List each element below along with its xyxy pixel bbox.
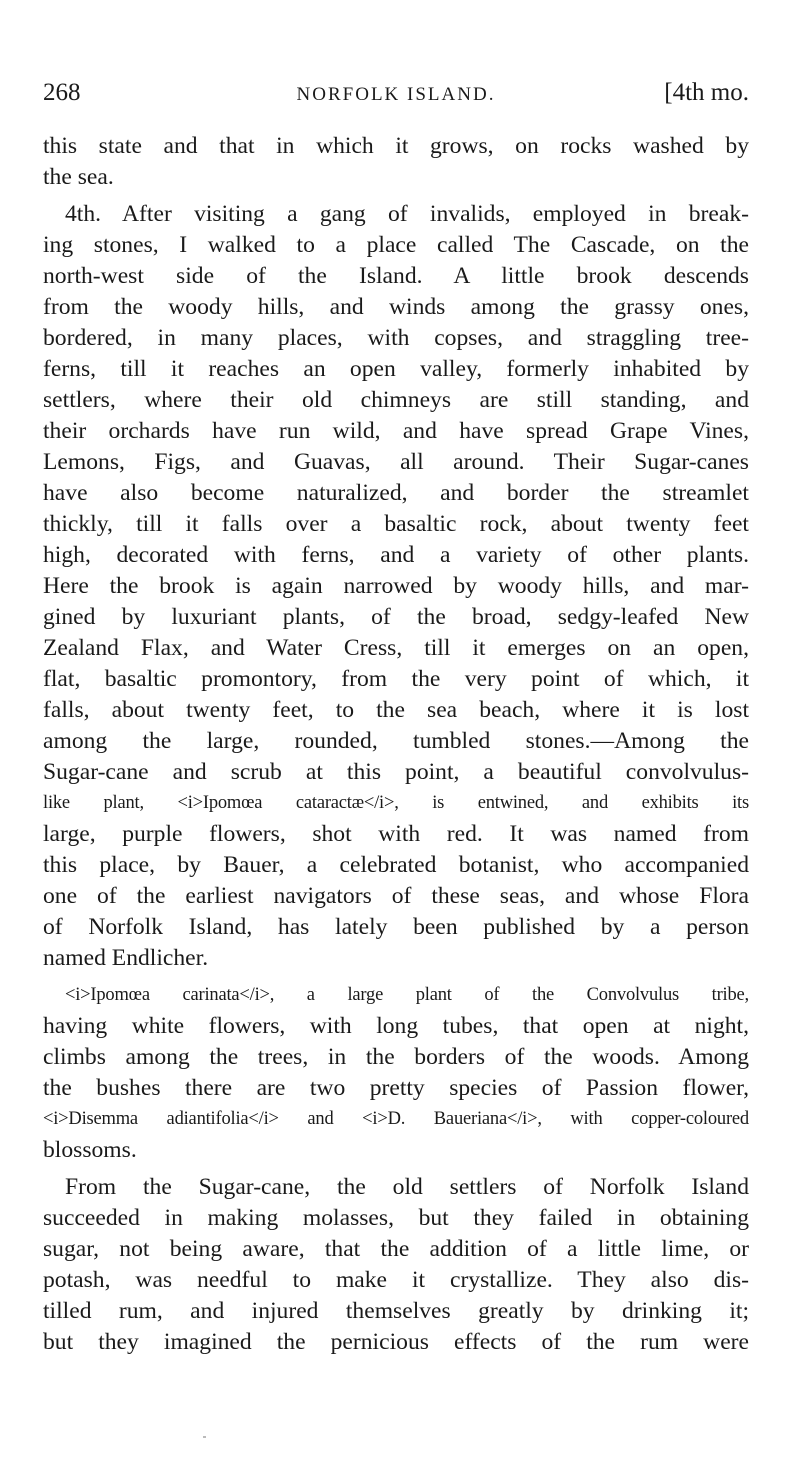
text-line: have also become naturalized, and border the streamlet [43, 480, 749, 506]
text-line: <i>Ipomœa carinata</i>, a large plant of the Convolvulus tribe, [65, 985, 749, 1005]
text-line: flat, basaltic promontory, from the very point of which, it [43, 666, 749, 692]
text-line: of Norfolk Island, has lately been published by a person [43, 914, 749, 940]
text-line: ing stones, I walked to a place called The Cascade, on the [43, 232, 749, 258]
text-line: large, purple flowers, shot with red. It was named from [43, 821, 749, 847]
text-line: <i>Disemma adiantifolia</i> and <i>D. Baueriana</i>, with copper-coloured [43, 1109, 749, 1129]
text-line: From the Sugar-cane, the old settlers of Norfolk Island [65, 1174, 749, 1200]
text-line: 4th. After visiting a gang of invalids, employed in break- [65, 201, 749, 227]
paragraph [43, 980, 749, 1166]
text-line: ferns, till it reaches an open valley, formerly inhabited by [43, 356, 749, 382]
text-line: falls, about twenty feet, to the sea beach, where it is lost [43, 697, 749, 723]
text-line: sugar, not being aware, that the addition of a little lime, or [43, 1236, 749, 1262]
paragraph [43, 1172, 749, 1358]
text-line: named Endlicher. [43, 945, 209, 971]
text-line: Lemons, Figs, and Guavas, all around. Their Sugar-canes [43, 449, 749, 475]
text-line: north-west side of the Island. A little brook descends [43, 263, 749, 289]
text-line: Sugar-cane and scrub at this point, a beautiful convolvulus- [43, 759, 749, 785]
text-line: thickly, till it falls over a basaltic rock, about twenty feet [43, 511, 749, 537]
text-line: from the woody hills, and winds among the grassy ones, [43, 294, 749, 320]
text-line: one of the earliest navigators of these seas, and whose Flora [43, 883, 749, 909]
text-line: but they imagined the pernicious effects of the rum were [43, 1329, 749, 1355]
paragraph [43, 199, 749, 974]
text-line: climbs among the trees, in the borders of the woods. Among [43, 1044, 749, 1070]
text-line: Here the brook is again narrowed by woody hills, and mar- [43, 573, 749, 599]
running-title: NORFOLK ISLAND. [296, 84, 496, 105]
running-head [43, 78, 749, 108]
text-line: settlers, where their old chimneys are still standing, and [43, 387, 749, 413]
text-line: having white flowers, with long tubes, that open at night, [43, 1013, 749, 1039]
text-line: this place, by Bauer, a celebrated botanist, who accompanied [43, 852, 749, 878]
book-page [43, 78, 749, 1364]
text-line: the bushes there are two pretty species of Passion flower, [43, 1075, 749, 1101]
text-line: gined by luxuriant plants, of the broad, sedgy-leafed New [43, 604, 749, 630]
text-line: the sea. [43, 164, 114, 190]
scan-speck [203, 1436, 206, 1438]
text-line: this state and that in which it grows, on rocks washed by [43, 133, 749, 159]
running-month: [4th mo. [664, 79, 749, 106]
text-line: succeeded in making molasses, but they failed in obtaining [43, 1205, 749, 1231]
text-line: Zealand Flax, and Water Cress, till it emerges on an open, [43, 635, 749, 661]
text-line: blossoms. [43, 1137, 137, 1163]
text-line: high, decorated with ferns, and a variety of other plants. [43, 542, 749, 568]
text-line: among the large, rounded, tumbled stones.—Among the [43, 728, 749, 754]
body-text [43, 131, 749, 1358]
paragraph [43, 131, 749, 193]
text-line: bordered, in many places, with copses, and straggling tree- [43, 325, 749, 351]
page-number: 268 [43, 79, 81, 106]
text-line: potash, was needful to make it crystallize. They also dis- [43, 1267, 749, 1293]
text-line: like plant, <i>Ipomœa cataractæ</i>, is entwined, and exhibits its [43, 793, 749, 813]
text-line: their orchards have run wild, and have spread Grape Vines, [43, 418, 749, 444]
text-line: tilled rum, and injured themselves greatly by drinking it; [43, 1298, 749, 1324]
